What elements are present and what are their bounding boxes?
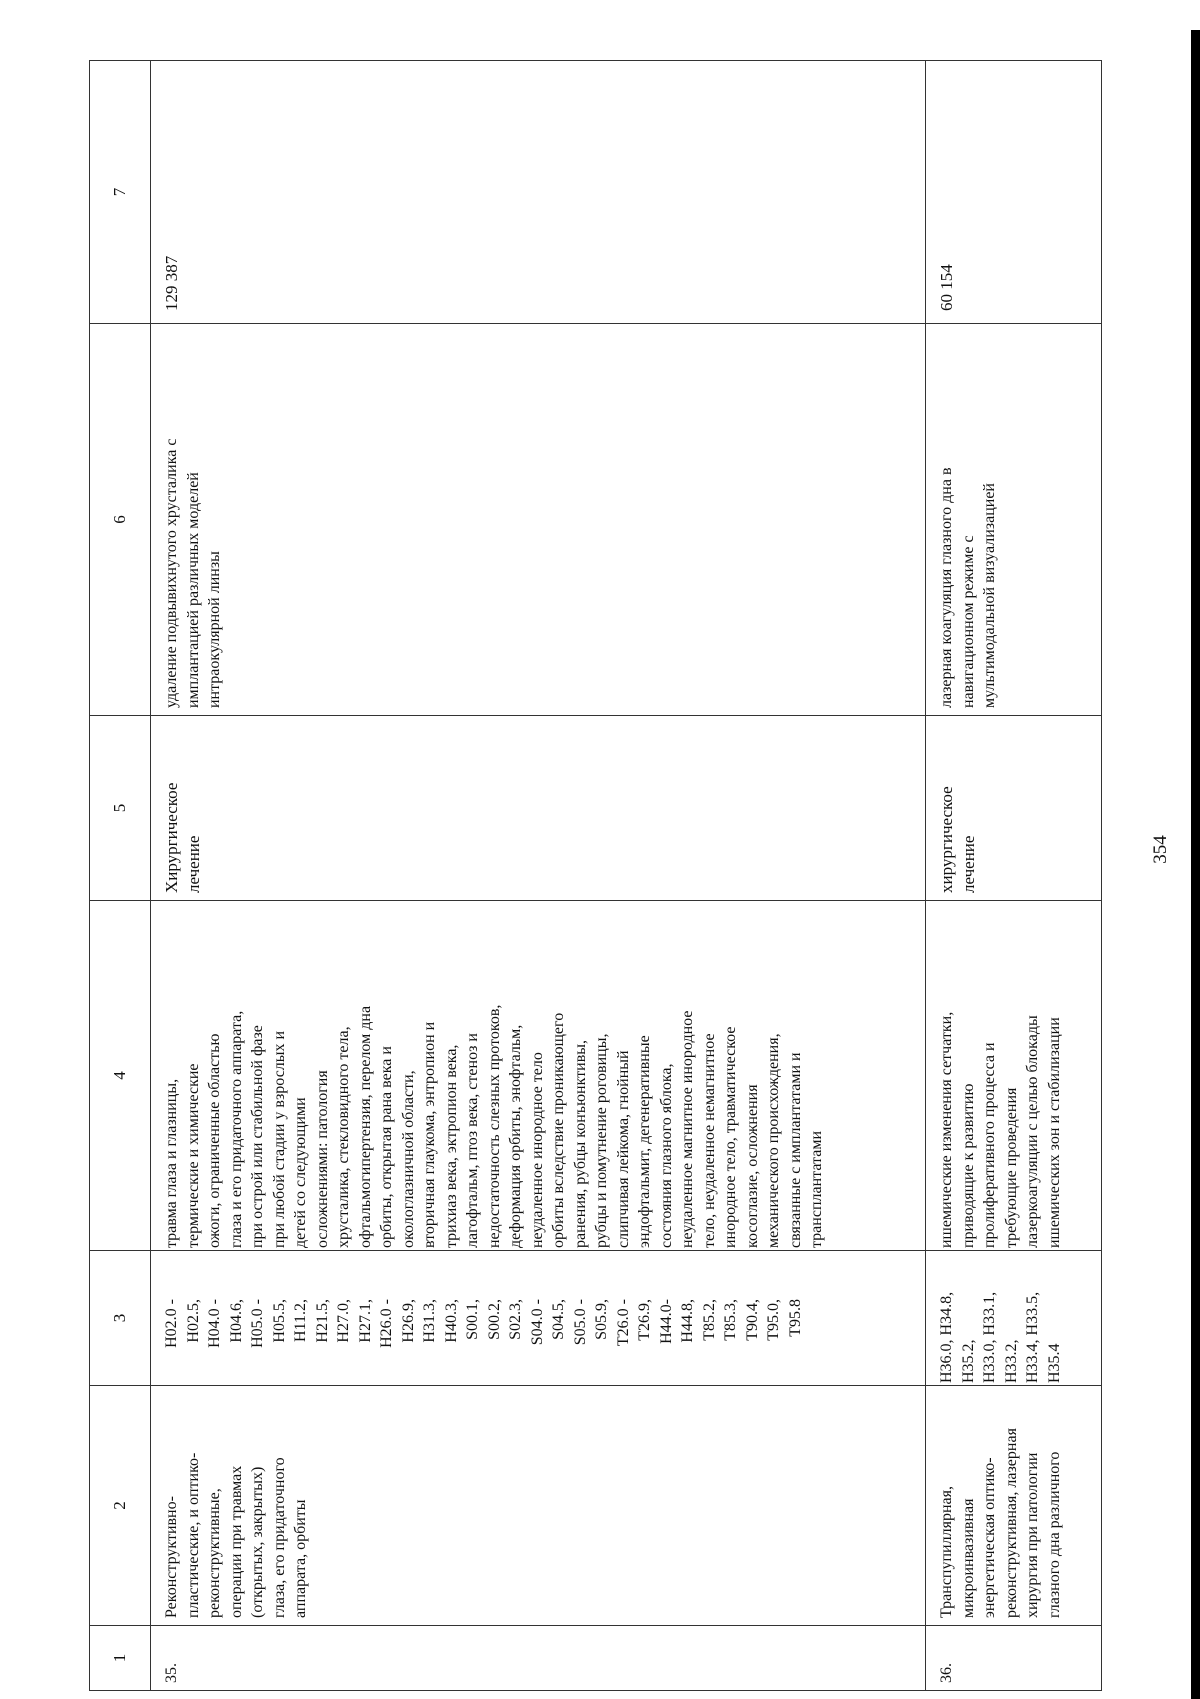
icd-codes: H36.0, H34.8, H35.2, H33.0, H33.1, H33.2, H33.4, H33.5, H35.4 [938, 1291, 1063, 1383]
row-number: 35. [163, 1663, 180, 1683]
treatment-method-cell [926, 324, 1102, 716]
procedure-name: Транспупиллярная, микроинвазивная энергетическая оптико- реконструктивная, лазерная хирургия при патологии глазного дна различного [938, 1428, 1063, 1618]
col-header-7: 7 [90, 61, 151, 324]
treatment-type: Хирургическое лечение [162, 782, 203, 893]
cost-value: 129 387 [162, 255, 181, 311]
condition-cell [926, 901, 1102, 1251]
cost-cell [151, 61, 926, 324]
icd-codes-cell [151, 1251, 926, 1386]
condition-text: ишемические изменения сетчатки, приводящие к развитию пролиферативного процесса и требующие проведения лазеркоагуляции с целью блокады ишемических зон и стабилизации [938, 1011, 1063, 1248]
treatment-method-cell [151, 324, 926, 716]
treatment-type: хирургическое лечение [937, 786, 978, 893]
col-header-6: 6 [90, 324, 151, 716]
col-header-2: 2 [90, 1386, 151, 1626]
table-row [926, 61, 1102, 1691]
col-header-1: 1 [90, 1626, 151, 1691]
treatment-type-cell [151, 716, 926, 901]
procedure-name: Реконструктивно- пластические, и оптико- реконструктивные, операции при травмах (открытых, закрытых) глаза, его придаточного аппарата, орбиты [163, 1452, 309, 1618]
col-header-5: 5 [90, 716, 151, 901]
row-number: 36. [938, 1663, 955, 1683]
cost-cell [926, 61, 1102, 324]
icd-codes: H02.0 - H02.5, H04.0 - H04.6, H05.0 - H05.5, H11.2, H21.5, H27.0, H27.1, H26.0 - H26.9, H31.3, H40.3, S00.1, S00.2, S02.3, S04.0 - S04.5, S05.0 - S05.9, T26.0 - T26.9, H44.0- H44.8, T85.2, T85.3, T90.4, T95.0, T95.8 [163, 1299, 804, 1348]
condition-text: травма глаза и глазницы, термические и химические ожоги, ограниченные областью глаза и его придаточного аппарата, при острой или стабильной фазе при любой стадии у взрослых и детей со следующими осложнениями: патология хрусталика, стекловидного тела, офтальмогипертензия, перелом дна орбиты, открытая рана века и окологлазничной области, вторичная глаукома, энтропион и трихиаз века, эктропион века, лагофтальм, птоз века, стеноз и недостаточность слезных протоков, деформация орбиты, энофтальм, неудаленное инородное тело орбиты вследствие проникающего ранения, рубцы конъюнктивы, рубцы и помутнение роговицы, слипчивая лейкома, гнойный эндофтальмит, дегенеративные состояния глазного яблока, неудаленное магнитное инородное тело, неудаленное немагнитное инородное тело, травматическое косоглазие, осложнения механического происхождения, связанные с имплантатами и трансплантатами [163, 1004, 825, 1248]
treatment-type-cell [926, 716, 1102, 901]
cost-value: 60 154 [937, 264, 956, 311]
treatment-method: удаление подвывихнутого хрусталика с имплантацией различных моделей интраокулярной линзы [163, 438, 223, 708]
page-number: 354 [1150, 835, 1171, 864]
col-header-3: 3 [90, 1251, 151, 1386]
col-header-4: 4 [90, 901, 151, 1251]
icd-codes-cell [926, 1251, 1102, 1386]
table-row [151, 61, 926, 1691]
row-number-cell [151, 1626, 926, 1691]
row-number-cell [926, 1626, 1102, 1691]
header-row [90, 61, 151, 1691]
procedure-name-cell [926, 1386, 1102, 1626]
procedure-name-cell [151, 1386, 926, 1626]
treatment-method: лазерная коагуляция глазного дна в навигационном режиме с мультимодальной визуализацией [938, 467, 998, 708]
condition-cell [151, 901, 926, 1251]
procedures-table [89, 60, 1102, 1691]
